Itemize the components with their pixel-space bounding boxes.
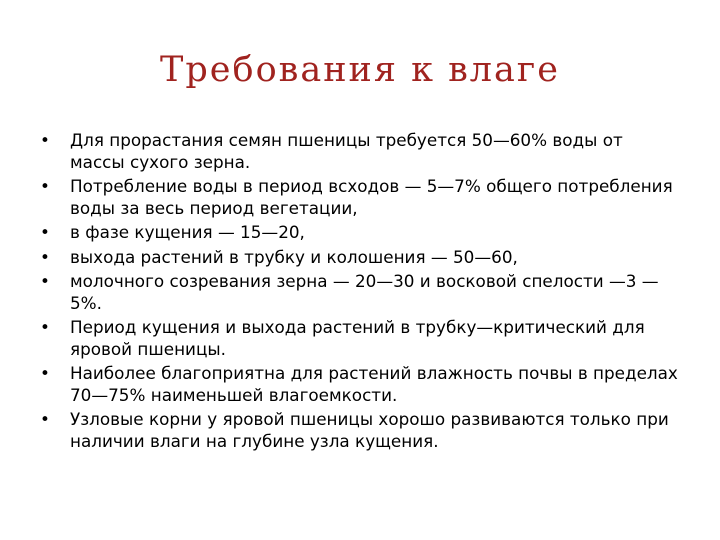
list-item — [40, 130, 680, 173]
list-item — [40, 317, 680, 360]
list-item-text: Потребление воды в период всходов — 5—7% общего потребления воды за весь период вегетации, — [70, 176, 673, 218]
list-item-text: выхода растений в трубку и колошения — 50—60, — [70, 246, 518, 267]
bullet-icon: • — [40, 176, 50, 196]
list-item-text: Период кущения и выхода растений в трубку—критический для яровой пшеницы. — [70, 317, 645, 359]
list-item-text: Наиболее благоприятна для растений влажность почвы в пределах 70—75% наименьшей влагоемкости. — [70, 363, 678, 405]
list-item — [40, 409, 680, 452]
list-item — [40, 271, 680, 314]
bullet-icon: • — [40, 363, 50, 383]
list-item — [40, 176, 680, 219]
bullet-icon: • — [40, 130, 50, 150]
bullet-icon: • — [40, 222, 50, 242]
list-item — [40, 247, 680, 269]
list-item — [40, 363, 680, 406]
bullet-icon: • — [40, 409, 50, 429]
bullet-icon: • — [40, 246, 50, 267]
list-item — [40, 222, 680, 244]
list-item-text: молочного созревания зерна — 20—30 и восковой спелости —3 —5%. — [70, 271, 659, 313]
list-item-text: Узловые корни у яровой пшеницы хорошо развиваются только при наличии влаги на глубине узла кущения. — [70, 409, 669, 451]
bullet-icon: • — [40, 271, 50, 291]
bullet-list — [40, 130, 680, 455]
list-item-text: Для прорастания семян пшеницы требуется 50—60% воды от массы сухого зерна. — [70, 130, 623, 172]
list-item-text: в фазе кущения — 15—20, — [70, 222, 305, 242]
slide-title: Требования к влаге — [160, 50, 560, 90]
bullet-icon: • — [40, 317, 50, 337]
